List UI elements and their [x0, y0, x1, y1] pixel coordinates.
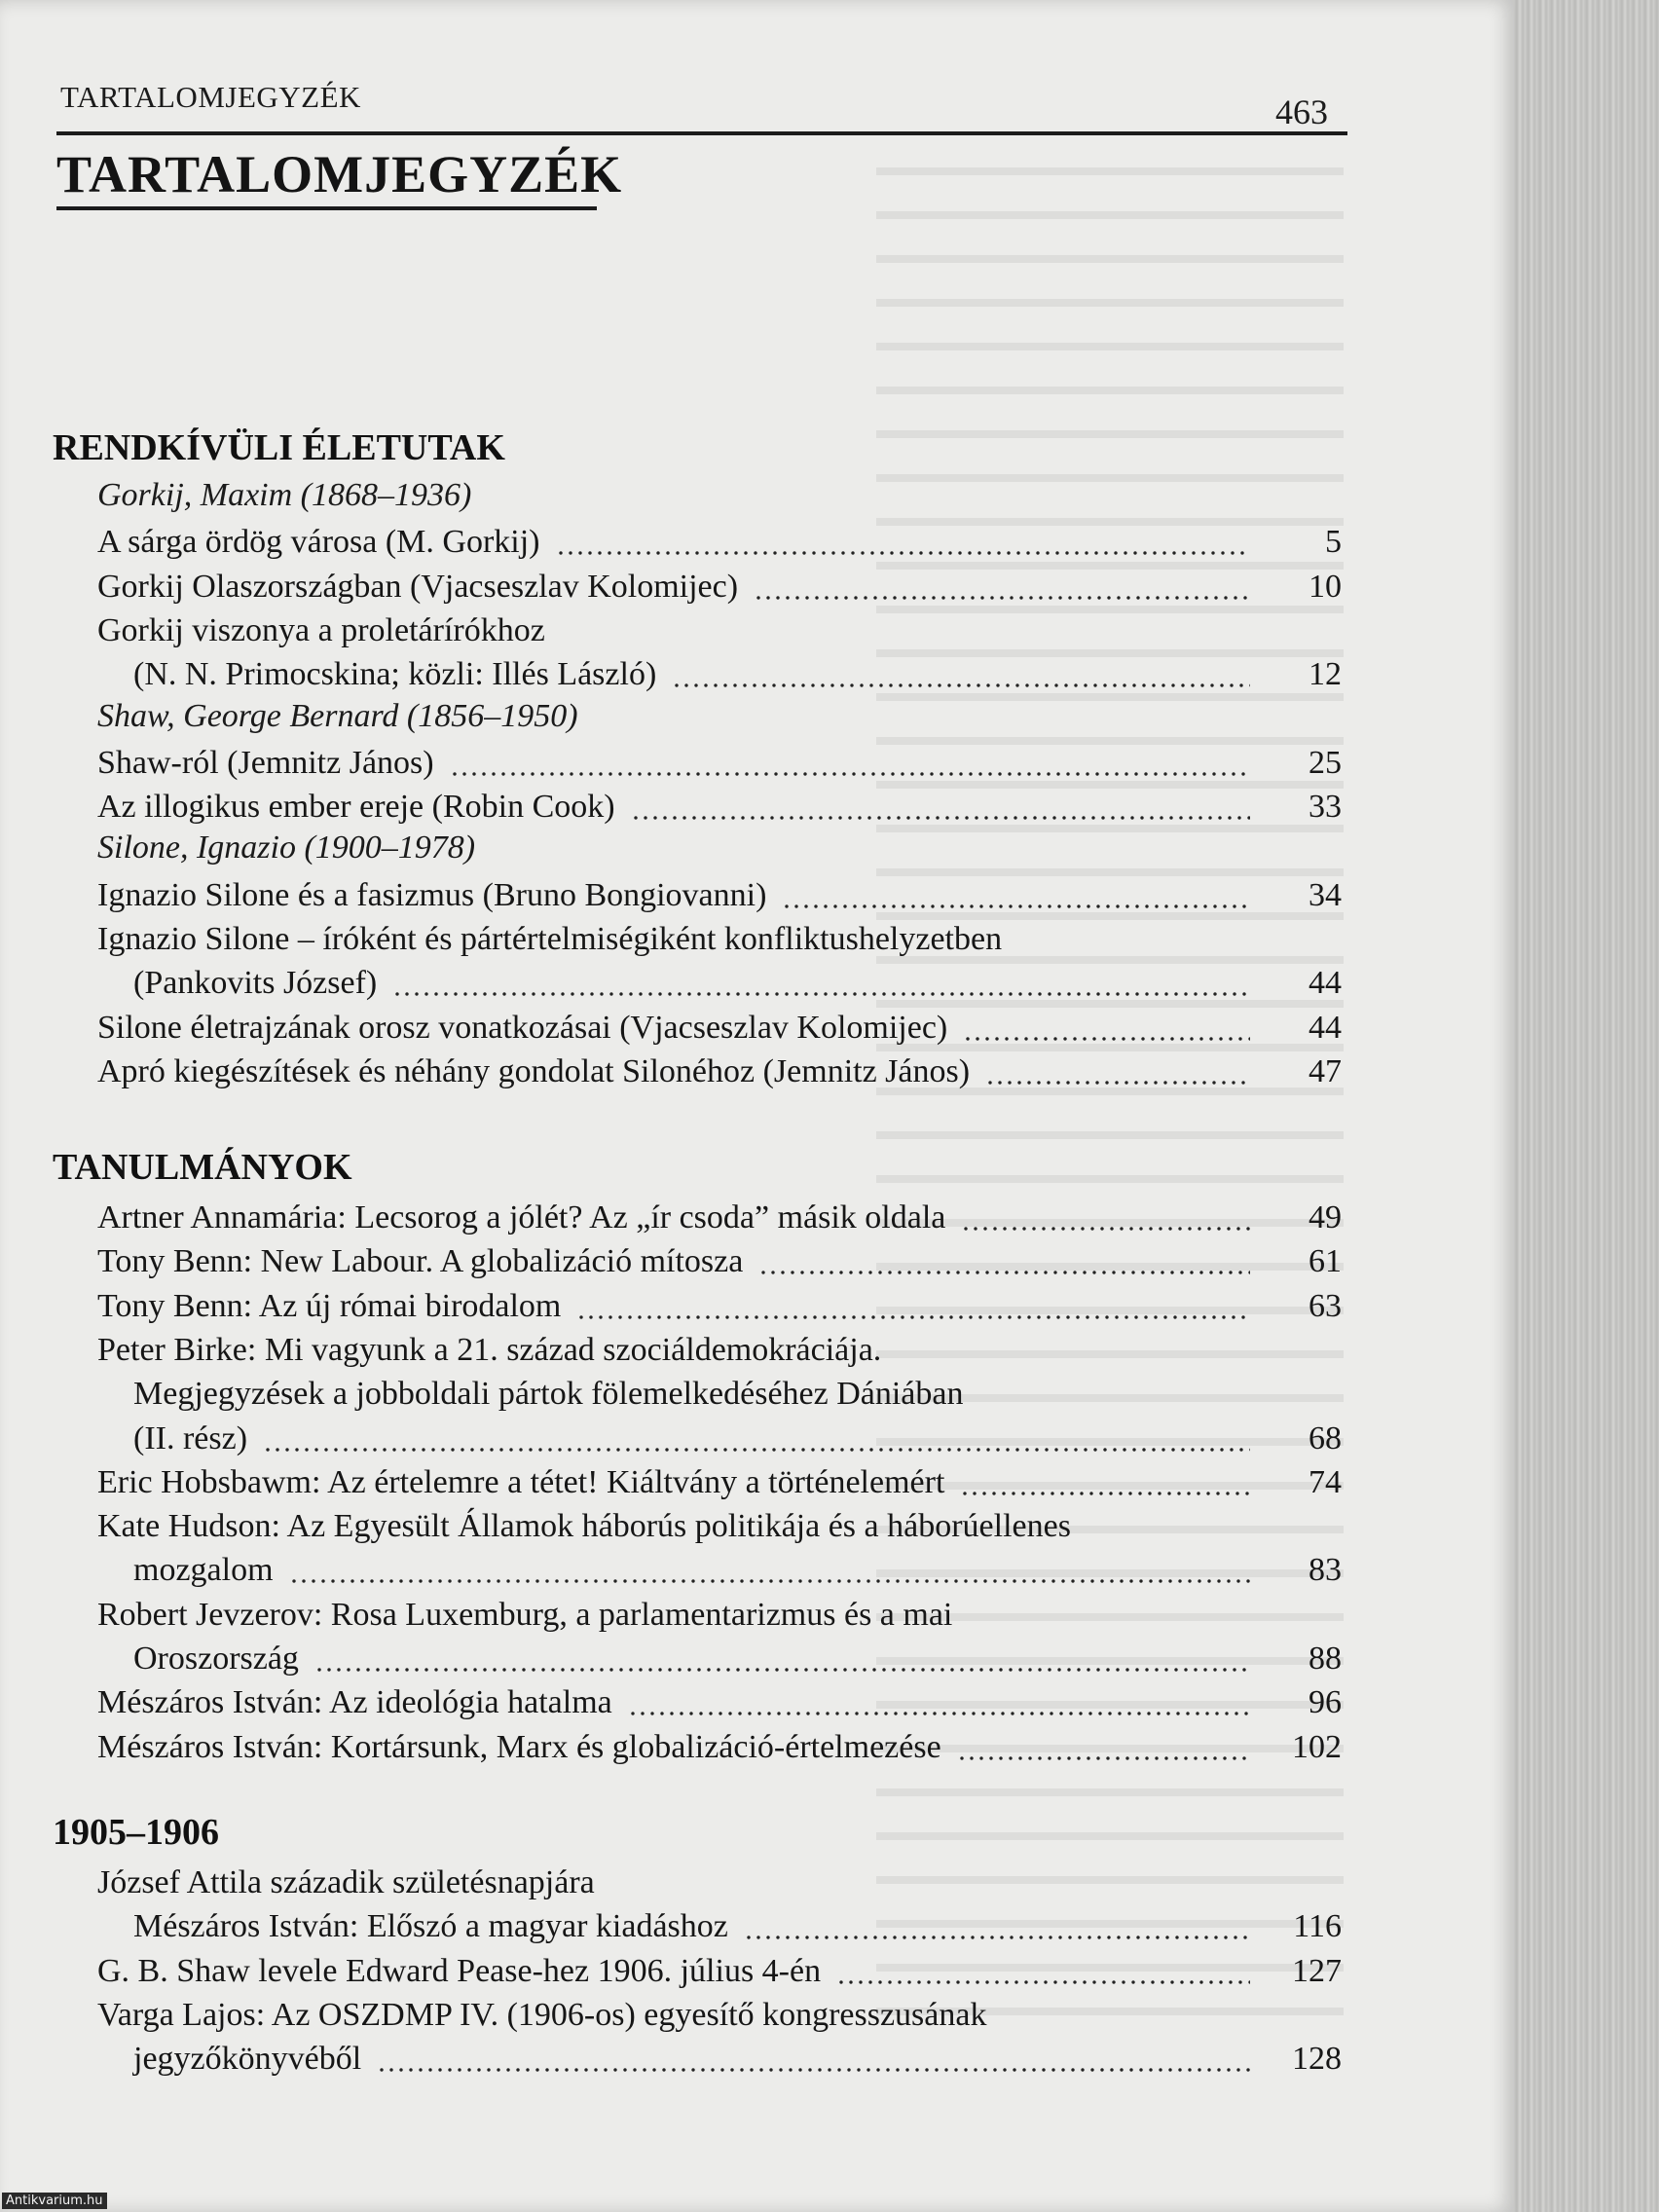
- entry-page-number: 5: [1325, 524, 1342, 561]
- toc-entry: [97, 1240, 1342, 1283]
- dot-leader: [576, 1315, 1250, 1319]
- entry-page-number: 127: [1292, 1952, 1342, 1989]
- dot-leader: [628, 1712, 1250, 1715]
- entry-title: jegyzőkönyvéből: [133, 2041, 362, 2078]
- entry-title: mozgalom: [133, 1552, 274, 1589]
- dot-leader: [450, 772, 1250, 776]
- entry-page-number: 88: [1309, 1641, 1342, 1677]
- entry-text-line: Peter Birke: Mi vagyunk a 21. század szociáldemokráciája.: [97, 1331, 882, 1368]
- entry-text-line: Varga Lajos: Az OSZDMP IV. (1906-os) egyesítő kongresszusának: [97, 1996, 987, 2033]
- entry-title: (Pankovits József): [133, 965, 378, 1002]
- entry-text-line: Ignazio Silone – íróként és pártértelmiségiként konfliktushelyzetben: [97, 921, 1003, 957]
- entry-text-line: Kate Hudson: Az Egyesült Államok háborús politikája és a háborúellenes: [97, 1508, 1071, 1545]
- dot-leader: [836, 1980, 1250, 1984]
- entry-page-number: 12: [1309, 656, 1342, 693]
- entry-text-line: József Attila századik születésnapjára: [97, 1864, 595, 1900]
- entry-page-number: 128: [1292, 2041, 1342, 2078]
- dot-leader: [754, 596, 1250, 600]
- toc-entry: [97, 1950, 1342, 1993]
- section-heading: 1905–1906: [53, 1812, 219, 1853]
- entry-title: Tony Benn: New Labour. A globalizáció mítosza: [97, 1243, 744, 1280]
- entry-title: (N. N. Primocskina; közli: Illés László): [133, 656, 657, 693]
- running-head: TARTALOMJEGYZÉK: [60, 80, 361, 114]
- author-heading: Gorkij, Maxim (1868–1936): [97, 477, 472, 513]
- toc-entry: [97, 1681, 1342, 1724]
- entry-page-number: 63: [1309, 1287, 1342, 1324]
- toc-entry: [133, 962, 1342, 1005]
- dot-leader: [556, 551, 1250, 555]
- entry-page-number: 61: [1309, 1243, 1342, 1280]
- entry-title: Silone életrajzának orosz vonatkozásai (Vjacseszlav Kolomijec): [97, 1009, 948, 1046]
- section-heading: RENDKÍVÜLI ÉLETUTAK: [53, 427, 505, 468]
- entry-title: Shaw-ról (Jemnitz János): [97, 744, 434, 781]
- dot-leader: [758, 1271, 1250, 1274]
- toc-entry: [97, 566, 1342, 608]
- entry-page-number: 47: [1309, 1052, 1342, 1089]
- entry-page-number: 116: [1293, 1908, 1342, 1945]
- entry-page-number: 49: [1309, 1199, 1342, 1235]
- page-number: 463: [1275, 92, 1328, 131]
- entry-title: Az illogikus ember ereje (Robin Cook): [97, 789, 615, 826]
- book-spine-edge: [1514, 0, 1659, 2212]
- toc-entry: [133, 2038, 1342, 2081]
- toc-entry: [97, 1285, 1342, 1328]
- entry-page-number: 10: [1309, 568, 1342, 605]
- entry-title: (II. rész): [133, 1419, 248, 1456]
- dot-leader: [782, 904, 1250, 908]
- entry-title: Ignazio Silone és a fasizmus (Bruno Bongiovanni): [97, 876, 767, 913]
- toc-entry: [97, 521, 1342, 564]
- entry-page-number: 33: [1309, 789, 1342, 826]
- entry-title: Gorkij Olaszországban (Vjacseszlav Kolomijec): [97, 568, 739, 605]
- dot-leader: [631, 816, 1250, 820]
- dot-leader: [961, 1227, 1250, 1231]
- entry-page-number: 44: [1309, 1009, 1342, 1046]
- dot-leader: [985, 1081, 1250, 1085]
- dot-leader: [744, 1936, 1250, 1939]
- dot-leader: [672, 683, 1250, 687]
- toc-entry: [133, 653, 1342, 696]
- entry-title: Tony Benn: Az új római birodalom: [97, 1287, 562, 1324]
- toc-entry: [97, 742, 1342, 785]
- entry-page-number: 74: [1309, 1463, 1342, 1500]
- dot-leader: [314, 1668, 1250, 1672]
- section-heading: TANULMÁNYOK: [53, 1147, 352, 1188]
- entry-title: Mészáros István: Kortársunk, Marx és globalizáció-értelmezése: [97, 1728, 941, 1765]
- entry-page-number: 68: [1309, 1419, 1342, 1456]
- toc-entry: [97, 874, 1342, 917]
- entry-title: Oroszország: [133, 1641, 299, 1677]
- toc-entry: [97, 1007, 1342, 1050]
- author-heading: Silone, Ignazio (1900–1978): [97, 830, 476, 866]
- entry-page-number: 44: [1309, 965, 1342, 1002]
- toc-entry: [97, 1197, 1342, 1239]
- entry-page-number: 83: [1309, 1552, 1342, 1589]
- entry-text-line: Megjegyzések a jobboldali pártok fölemelkedéséhez Dániában: [133, 1376, 964, 1413]
- entry-title: Eric Hobsbawm: Az értelemre a tétet! Kiáltvány a történelemért: [97, 1463, 945, 1500]
- toc-entry: [133, 1418, 1342, 1460]
- watermark: Antikvarium.hu: [2, 2193, 107, 2209]
- dot-leader: [392, 992, 1250, 996]
- toc-entry: [97, 1461, 1342, 1504]
- entry-text-line: Robert Jevzerov: Rosa Luxemburg, a parlamentarizmus és a mai: [97, 1596, 953, 1633]
- entry-title: Apró kiegészítések és néhány gondolat Silonéhoz (Jemnitz János): [97, 1052, 971, 1089]
- toc-entry: [97, 1051, 1342, 1093]
- dot-leader: [963, 1037, 1250, 1041]
- dot-leader: [960, 1492, 1250, 1495]
- dot-leader: [263, 1448, 1250, 1452]
- entry-title: G. B. Shaw levele Edward Pease-hez 1906. július 4-én: [97, 1952, 822, 1989]
- author-heading: Shaw, George Bernard (1856–1950): [97, 697, 578, 734]
- entry-text-line: Gorkij viszonya a proletárírókhoz: [97, 611, 545, 648]
- toc-entry: [133, 1549, 1342, 1592]
- toc-entry: [97, 1726, 1342, 1769]
- entry-title: Mészáros István: Az ideológia hatalma: [97, 1684, 612, 1721]
- entry-page-number: 102: [1292, 1728, 1342, 1765]
- dot-leader: [957, 1756, 1250, 1760]
- entry-page-number: 34: [1309, 876, 1342, 913]
- toc-entry: [133, 1638, 1342, 1680]
- toc-entry: [133, 1905, 1342, 1948]
- entry-page-number: 96: [1309, 1684, 1342, 1721]
- toc-entry: [97, 786, 1342, 829]
- page-title: TARTALOMJEGYZÉK: [56, 145, 623, 203]
- entry-page-number: 25: [1309, 744, 1342, 781]
- dot-leader: [377, 2068, 1250, 2072]
- entry-title: Artner Annamária: Lecsorog a jólét? Az „ír csoda” másik oldala: [97, 1199, 946, 1235]
- entry-title: Mészáros István: Előszó a magyar kiadáshoz: [133, 1908, 728, 1945]
- entry-title: A sárga ördög városa (M. Gorkij): [97, 524, 540, 561]
- dot-leader: [289, 1579, 1250, 1583]
